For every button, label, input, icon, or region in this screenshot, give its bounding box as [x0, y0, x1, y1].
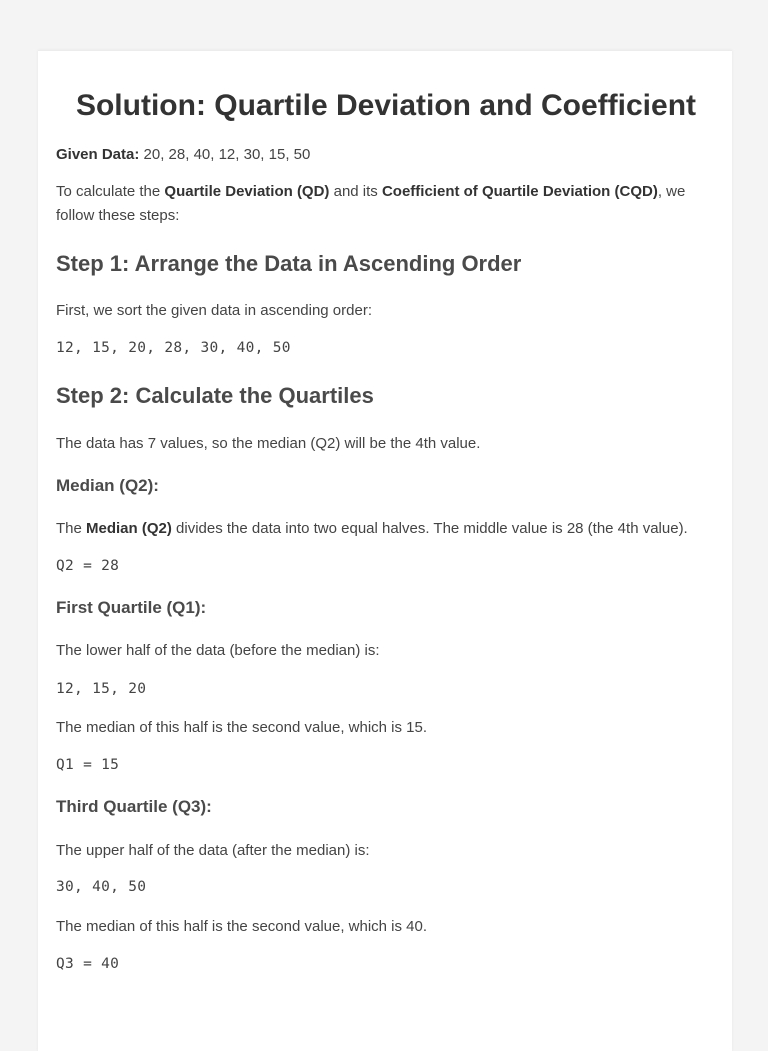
given-data-values: 20, 28, 40, 12, 30, 15, 50	[143, 146, 311, 163]
solution-card	[38, 50, 732, 1051]
intro-text-2: and its	[329, 183, 382, 200]
median-heading: Median (Q2):	[56, 476, 159, 495]
step2-text: The data has 7 values, so the median (Q2) will be the 4th value.	[56, 435, 481, 452]
page-title: Solution: Quartile Deviation and Coefficient	[75, 89, 697, 122]
q3-code: Q3 = 40	[56, 956, 120, 972]
q1-code: Q1 = 15	[56, 757, 120, 773]
q3-upper-half-data: 30, 40, 50	[56, 879, 147, 895]
median-text-1: The	[56, 520, 87, 537]
q3-heading: Third Quartile (Q3):	[56, 797, 212, 816]
median-text	[56, 517, 688, 541]
q1-text-lower-half: The lower half of the data (before the median) is:	[56, 642, 380, 659]
step1-heading: Step 1: Arrange the Data in Ascending Order	[56, 251, 522, 276]
step1-sorted-data: 12, 15, 20, 28, 30, 40, 50	[56, 340, 291, 356]
q1-heading: First Quartile (Q1):	[56, 598, 207, 617]
intro-paragraph	[56, 180, 716, 228]
intro-qd: Quartile Deviation (QD)	[164, 183, 330, 200]
q1-text-median: The median of this half is the second value, which is 15.	[56, 719, 428, 736]
intro-cqd: Coefficient of Quartile Deviation (CQD)	[381, 183, 658, 200]
intro-text-1: To calculate the	[56, 183, 165, 200]
q3-text-median: The median of this half is the second value, which is 40.	[56, 918, 428, 935]
q1-lower-half-data: 12, 15, 20	[56, 681, 147, 697]
median-bold: Median (Q2)	[86, 520, 172, 537]
median-code: Q2 = 28	[56, 558, 120, 574]
step2-heading: Step 2: Calculate the Quartiles	[56, 383, 374, 408]
q3-text-upper-half: The upper half of the data (after the median) is:	[56, 842, 370, 859]
step1-text: First, we sort the given data in ascending order:	[56, 302, 372, 319]
median-text-2: divides the data into two equal halves. The middle value is 28 (the 4th value).	[171, 520, 688, 537]
intro-text-3: , we follow these steps:	[56, 183, 686, 224]
given-data	[56, 143, 310, 167]
given-data-label: Given Data:	[56, 146, 140, 163]
